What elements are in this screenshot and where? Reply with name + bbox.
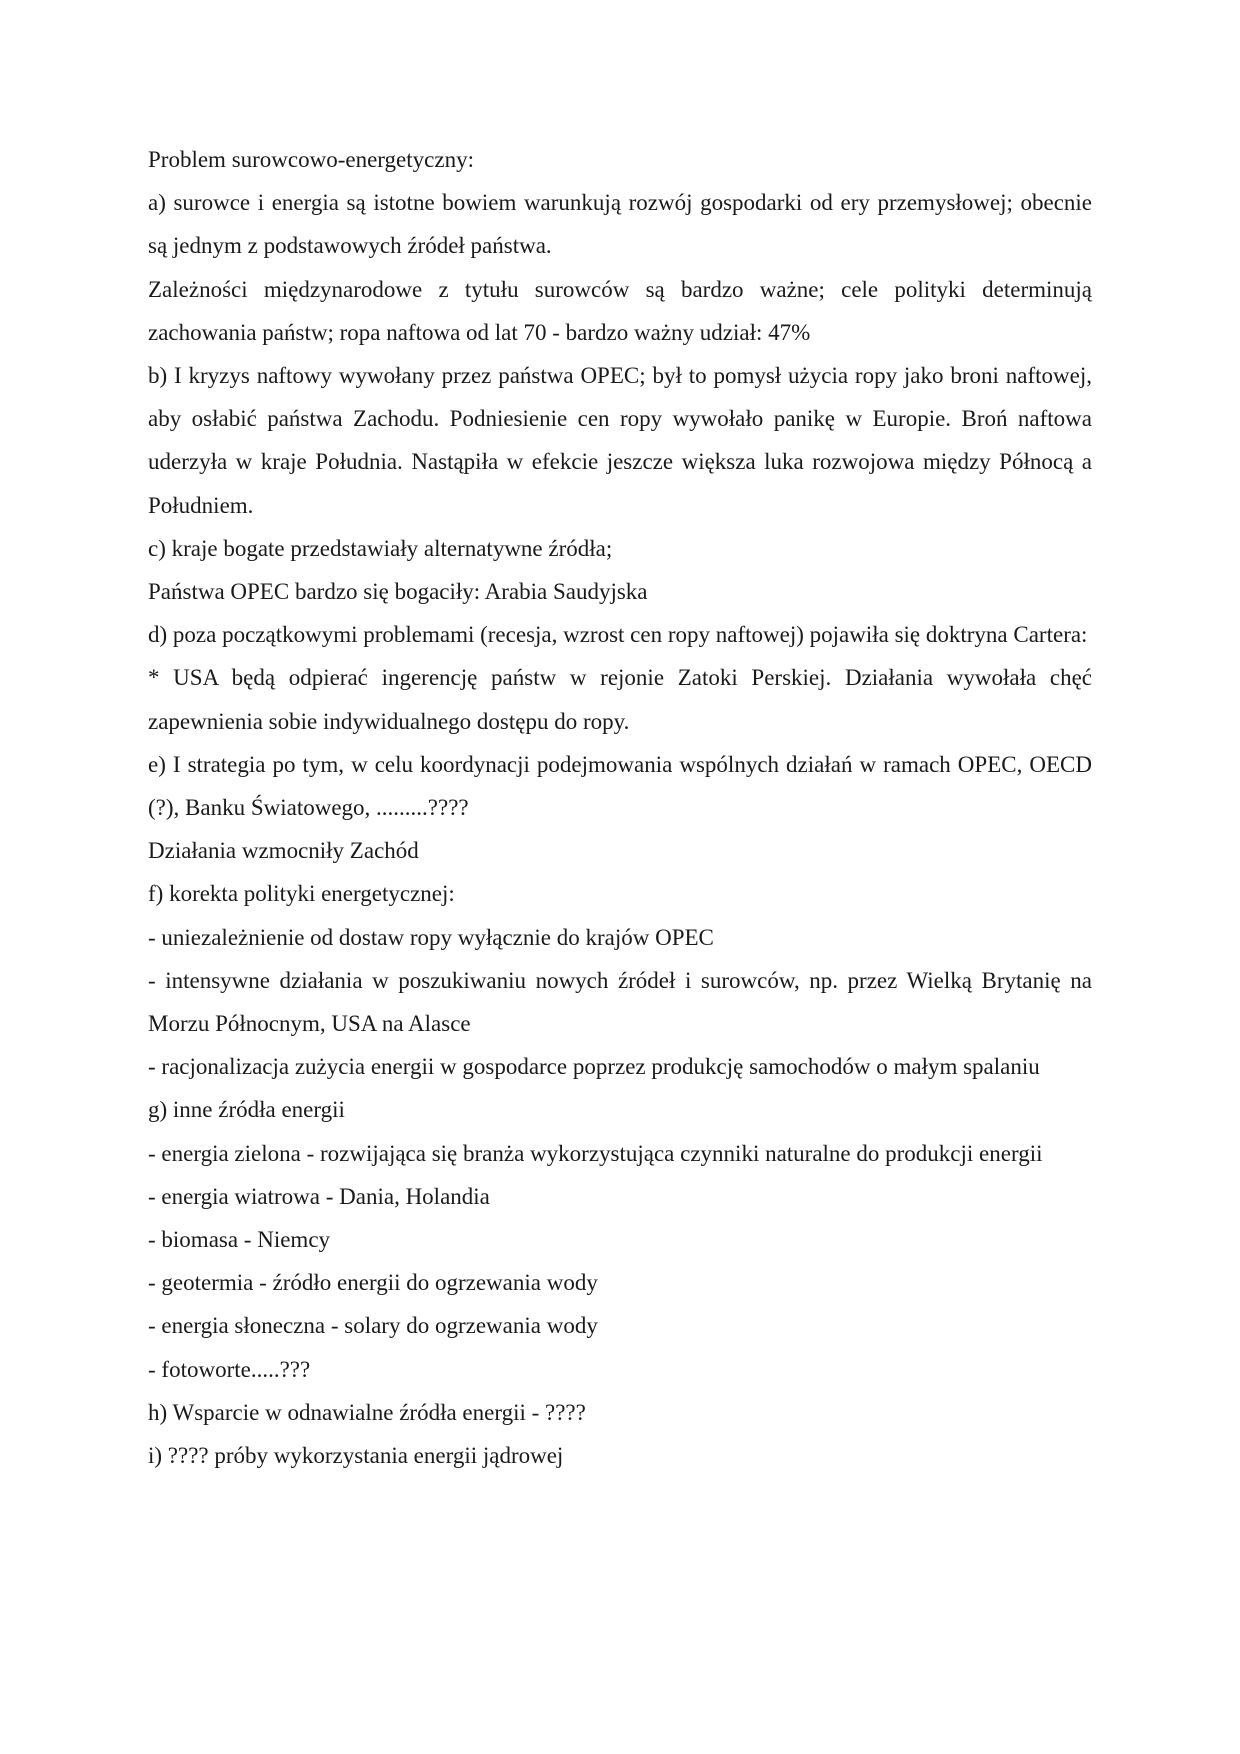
paragraph-c: c) kraje bogate przedstawiały alternatywne źródła;	[148, 535, 613, 561]
document-page	[148, 138, 1092, 1477]
list-item: - energia wiatrowa - Dania, Holandia	[148, 1183, 490, 1209]
paragraph-i: i) ???? próby wykorzystania energii jądrowej	[148, 1443, 564, 1469]
paragraph-opec: Państwa OPEC bardzo się bogaciły: Arabia Saudyjska	[148, 579, 648, 605]
paragraph-usa: * USA będą odpierać ingerencję państw w rejonie Zatoki Perskiej. Działania wywołała chęć zapewnienia sobie indywidualnego dostępu do ropy.	[148, 665, 1092, 734]
paragraph-b: b) I kryzys naftowy wywołany przez państwa OPEC; był to pomysł użycia ropy jako broni naftowej, aby osłabić państwa Zachodu. Podniesienie cen ropy wywołało panikę w Europie. Broń naftowa uderzyła w kraje Południa. Nastąpiła w efekcie jeszcze większa luka rozwojowa między Północą a Południem.	[148, 363, 1092, 518]
list-item: - racjonalizacja zużycia energii w gospodarce poprzez produkcję samochodów o małym spalaniu	[148, 1054, 1040, 1080]
paragraph-d: d) poza początkowymi problemami (recesja, wzrost cen ropy naftowej) pojawiła się doktryna Cartera:	[148, 622, 1088, 648]
paragraph-a: a) surowce i energia są istotne bowiem warunkują rozwój gospodarki od ery przemysłowej; obecnie są jednym z podstawowych źródeł państwa.	[148, 190, 1092, 259]
document-heading: Problem surowcowo-energetyczny:	[148, 147, 474, 172]
paragraph-h: h) Wsparcie w odnawialne źródła energii - ????	[148, 1399, 586, 1425]
list-item: - intensywne działania w poszukiwaniu nowych źródeł i surowców, np. przez Wielką Brytanię na Morzu Północnym, USA na Alasce	[148, 967, 1092, 1037]
list-item: - biomasa - Niemcy	[148, 1227, 331, 1253]
paragraph-g: g) inne źródła energii	[148, 1097, 345, 1123]
list-item: - geotermia - źródło energii do ogrzewania wody	[148, 1270, 598, 1296]
list-item: - energia zielona - rozwijająca się branża wykorzystująca czynniki naturalne do produkcji energii	[148, 1140, 1043, 1166]
paragraph-dependencies: Zależności międzynarodowe z tytułu surowców są bardzo ważne; cele polityki determinują zachowania państw; ropa naftowa od lat 70 - bardzo ważny udział: 47%	[148, 276, 1092, 345]
list-item: - energia słoneczna - solary do ogrzewania wody	[148, 1313, 598, 1339]
list-item: - uniezależnienie od dostaw ropy wyłącznie do krajów OPEC	[148, 924, 714, 950]
list-item: - fotoworte.....???	[148, 1356, 311, 1382]
paragraph-f: f) korekta polityki energetycznej:	[148, 881, 455, 907]
paragraph-west: Działania wzmocniły Zachód	[148, 838, 419, 864]
paragraph-e: e) I strategia po tym, w celu koordynacji podejmowania wspólnych działań w ramach OPEC, OECD (?), Banku Światowego, .........????	[148, 751, 1092, 821]
